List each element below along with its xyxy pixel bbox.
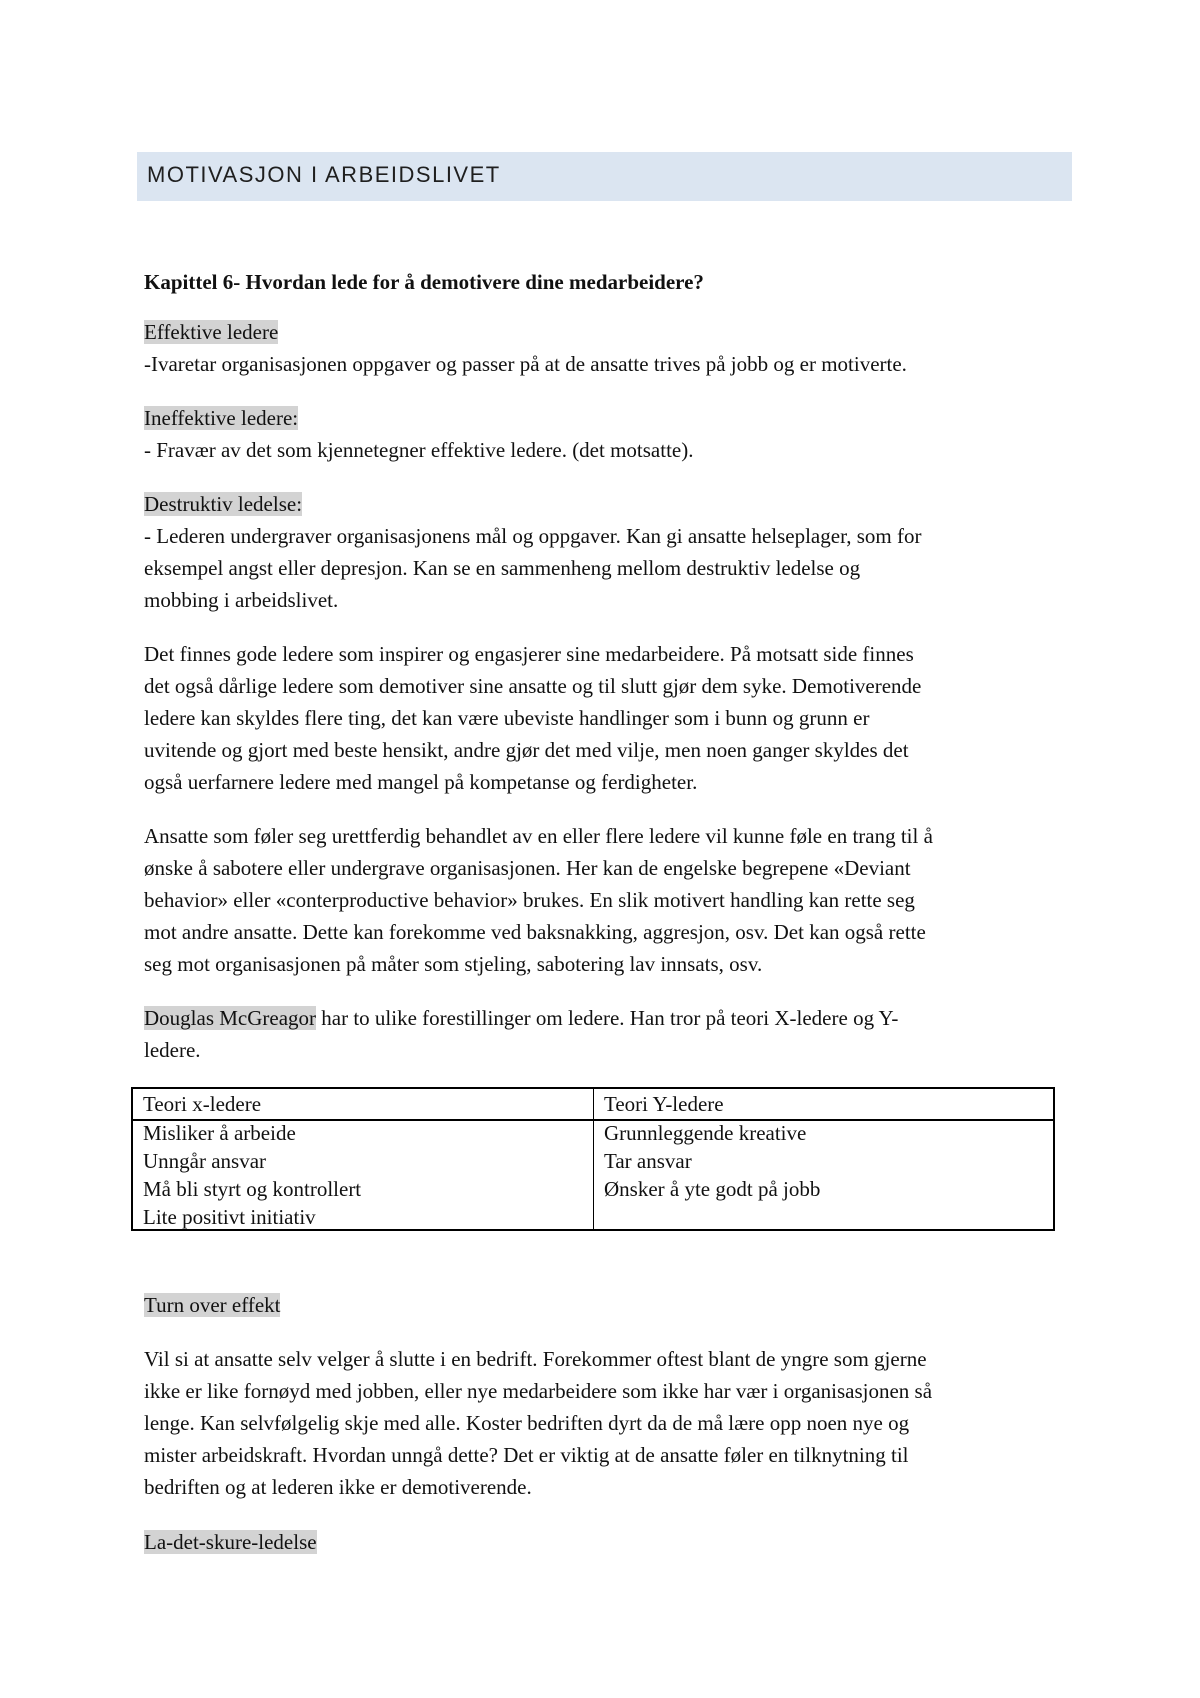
paragraph-line: mot andre ansatte. Dette kan forekomme ved baksnakking, aggresjon, osv. Det kan også rette [144,920,926,944]
table-cell: Må bli styrt og kontrollert [143,1177,362,1201]
table-col-x [143,1119,361,1231]
section-ladet-skure [144,1526,1064,1558]
section-turnover-label [144,1289,1064,1321]
table-cell: Tar ansvar [604,1149,692,1173]
paragraph-gode-ledere [144,638,1064,798]
document-title: MOTIVASJON I ARBEIDSLIVET [147,162,501,187]
paragraph-line: Ansatte som føler seg urettferdig behandlet av en eller flere ledere vil kunne føle en trang til å [144,824,933,848]
section-effektive-ledere [144,316,1064,380]
section-ineffektive-ledere [144,402,1064,466]
paragraph-line: ikke er like fornøyd med jobben, eller nye medarbeidere som ikke har vær i organisasjonen så [144,1379,933,1403]
section-text: -Ivaretar organisasjonen oppgaver og passer på at de ansatte trives på jobb og er motiverte. [144,352,907,376]
paragraph-line: ønske å sabotere eller undergrave organisasjonen. Her kan de engelske begrepene «Deviant [144,856,911,880]
section-line: mobbing i arbeidslivet. [144,588,339,612]
section-label: Ineffektive ledere: [144,406,299,430]
section-label: Turn over effekt [144,1293,281,1317]
table-cell: Ønsker å yte godt på jobb [604,1177,821,1201]
paragraph-mcgregor [144,1002,1064,1066]
paragraph-turnover [144,1343,1064,1503]
paragraph-line: behavior» eller «conterproductive behavior» brukes. En slik motivert handling kan rette seg [144,888,915,912]
paragraph-line: seg mot organisasjonen på måter som stjeling, sabotering lav innsats, osv. [144,952,763,976]
table-header-x: Teori x-ledere [143,1092,262,1116]
title-bar [137,152,1072,201]
table-col-y [604,1119,820,1203]
table-divider-vertical [593,1089,594,1229]
section-text: - Fravær av det som kjennetegner effektive ledere. (det motsatte). [144,438,694,462]
section-label: Effektive ledere [144,320,279,344]
mcgregor-text-line2: ledere. [144,1038,201,1062]
table-cell: Misliker å arbeide [143,1121,296,1145]
table-cell: Grunnleggende kreative [604,1121,807,1145]
paragraph-urettferdig [144,820,1064,980]
paragraph-line: ledere kan skyldes flere ting, det kan være ubeviste handlinger som i bunn og grunn er [144,706,870,730]
section-line: eksempel angst eller depresjon. Kan se en sammenheng mellom destruktiv ledelse og [144,556,861,580]
section-label: Destruktiv ledelse: [144,492,303,516]
mcgregor-name: Douglas McGreagor [144,1006,317,1030]
table-cell: Lite positivt initiativ [143,1205,316,1229]
theory-table [131,1087,1055,1231]
mcgregor-text: har to ulike forestillinger om ledere. Han tror på teori X-ledere og Y- [316,1006,899,1030]
paragraph-line: mister arbeidskraft. Hvordan unngå dette? Det er viktig at de ansatte føler en tilknytning til [144,1443,909,1467]
paragraph-line: også uerfarnere ledere med mangel på kompetanse og ferdigheter. [144,770,698,794]
paragraph-line: lenge. Kan selvfølgelig skje med alle. Koster bedriften dyrt da de må lære opp noen nye og [144,1411,910,1435]
section-label: La-det-skure-ledelse [144,1530,317,1554]
paragraph-line: Det finnes gode ledere som inspirer og engasjerer sine medarbeidere. På motsatt side finnes [144,642,914,666]
section-line: - Lederen undergraver organisasjonens mål og oppgaver. Kan gi ansatte helseplager, som for [144,524,922,548]
paragraph-line: uvitende og gjort med beste hensikt, andre gjør det med vilje, men noen ganger skyldes det [144,738,909,762]
table-cell: Unngår ansvar [143,1149,267,1173]
paragraph-line: Vil si at ansatte selv velger å slutte i en bedrift. Forekommer oftest blant de yngre som gjerne [144,1347,927,1371]
paragraph-line: bedriften og at lederen ikke er demotiverende. [144,1475,532,1499]
paragraph-line: det også dårlige ledere som demotiver sine ansatte og til slutt gjør dem syke. Demotiverende [144,674,922,698]
section-destruktiv-ledelse [144,488,1064,616]
chapter-heading: Kapittel 6- Hvordan lede for å demotivere dine medarbeidere? [144,270,704,294]
table-header-y: Teori Y-ledere [604,1092,724,1116]
